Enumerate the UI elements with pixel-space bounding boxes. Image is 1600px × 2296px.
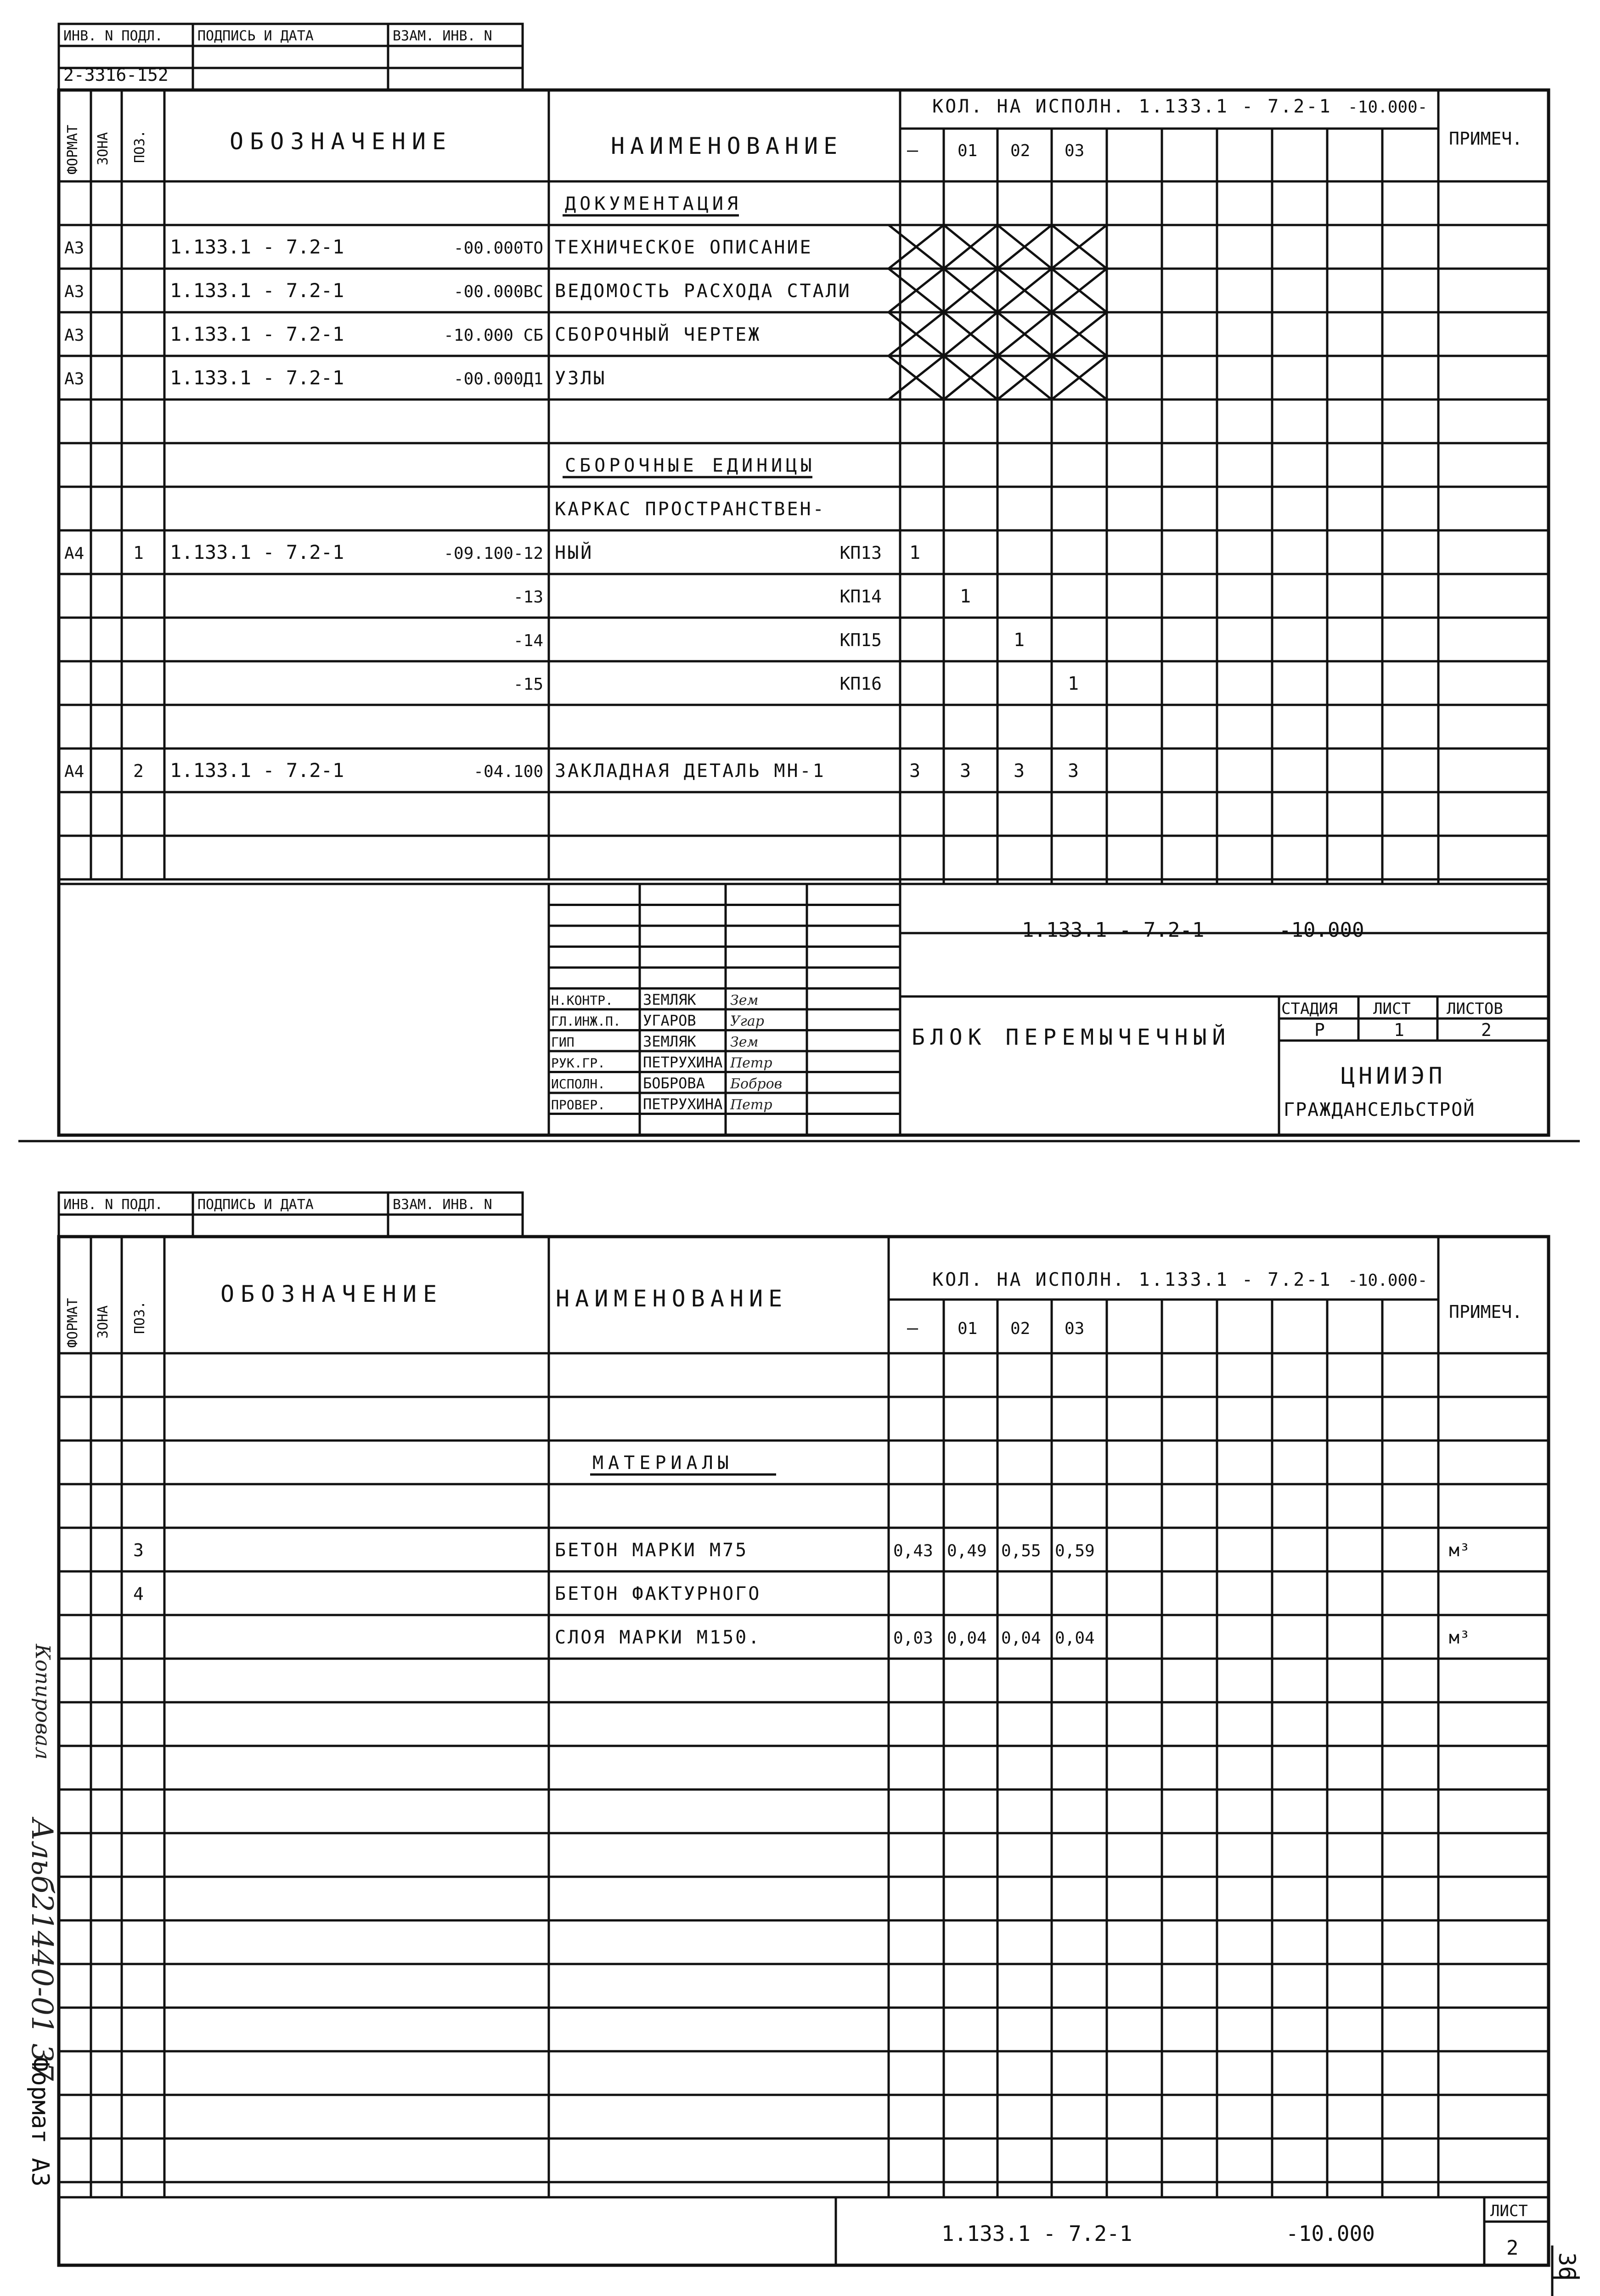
- header-format: ФОРМАТ: [65, 124, 81, 174]
- stamp2-vzam: ВЗАМ. ИНВ. N: [393, 1197, 492, 1213]
- margin-kopiroval: Копировал: [31, 1644, 54, 1760]
- sheet2-frame: [59, 1237, 1549, 2265]
- signer-1-name: УГАРОВ: [643, 1012, 696, 1030]
- header2-kol-suffix: -10.000-: [1348, 1271, 1428, 1290]
- row1-13-qty-2: 3: [1014, 760, 1025, 782]
- title-listov: 2: [1481, 1020, 1492, 1040]
- signer-2-role: ГИП: [551, 1035, 575, 1050]
- row2-4-qty-0: 0,43: [893, 1542, 933, 1560]
- row1-13-format: А4: [64, 762, 85, 781]
- row1-10-obozn-suffix: -14: [513, 631, 543, 650]
- signers-table: [549, 884, 900, 1135]
- header2-ispoln-1: 01: [958, 1319, 978, 1338]
- header2-ispoln-2: 02: [1010, 1319, 1031, 1338]
- signer-3-role: РУК.ГР.: [551, 1055, 606, 1071]
- row2-6-qty-0: 0,03: [893, 1629, 933, 1648]
- row1-0-naim: ДОКУМЕНТАЦИЯ: [565, 193, 742, 214]
- sheet-2: [59, 1193, 1549, 2265]
- signer-5-signature: Петр: [730, 1097, 772, 1113]
- row2-5-poz: 4: [133, 1584, 144, 1604]
- signer-4-name: БОБРОВА: [643, 1075, 705, 1092]
- row1-4-obozn-suffix: -00.000Д1: [453, 370, 543, 388]
- row1-8-obozn: 1.133.1 - 7.2-1: [170, 541, 344, 563]
- header2-kol: КОЛ. НА ИСПОЛН. 1.133.1 - 7.2-1: [932, 1269, 1332, 1290]
- footer-list: 2: [1506, 2236, 1519, 2260]
- signer-5-role: ПРОВЕР.: [551, 1097, 606, 1113]
- row1-9-obozn-suffix: -13: [513, 588, 543, 607]
- header2-oboznachenie: ОБОЗНАЧЕНИЕ: [220, 1281, 444, 1307]
- stamp2-podpis: ПОДПИСЬ И ДАТА: [197, 1197, 314, 1213]
- signer-0-signature: Зем: [730, 992, 759, 1008]
- signer-2-signature: Зем: [730, 1034, 759, 1050]
- row1-13-poz: 2: [133, 761, 144, 781]
- header2-poz: ПОЗ.: [132, 1300, 148, 1334]
- row1-2-naim: ВЕДОМОСТЬ РАСХОДА СТАЛИ: [555, 281, 851, 302]
- row1-11-naim-right: КП16: [839, 674, 882, 694]
- row1-7-naim: КАРКАС ПРОСТРАНСТВЕН-: [555, 499, 826, 520]
- row1-4-naim: УЗЛЫ: [555, 368, 607, 389]
- row1-8-qty-0: 1: [909, 542, 921, 563]
- row1-2-obozn-suffix: -00.000ВС: [453, 282, 543, 301]
- row1-13-obozn: 1.133.1 - 7.2-1: [170, 759, 344, 782]
- header-kol: КОЛ. НА ИСПОЛН. 1.133.1 - 7.2-1: [932, 96, 1332, 117]
- row1-13-qty-0: 3: [909, 760, 921, 782]
- row1-11-qty-3: 1: [1068, 673, 1079, 694]
- row2-6-qty-2: 0,04: [1001, 1629, 1041, 1648]
- row1-6-naim: СБОРОЧНЫЕ ЕДИНИЦЫ: [565, 455, 816, 476]
- row2-4-qty-2: 0,55: [1001, 1542, 1041, 1560]
- row1-3-obozn-suffix: -10.000 СБ: [444, 326, 543, 345]
- row2-6-naim: СЛОЯ МАРКИ М150.: [555, 1627, 761, 1648]
- sheet-1: [59, 24, 1549, 1135]
- title-stadia-label: СТАДИЯ: [1281, 1000, 1338, 1018]
- row1-10-qty-2: 1: [1014, 630, 1025, 651]
- header2-format: ФОРМАТ: [65, 1298, 81, 1348]
- header-kol-suffix: -10.000-: [1348, 98, 1428, 117]
- row1-13-qty-3: 3: [1068, 760, 1079, 782]
- page-number: 36: [1554, 2252, 1580, 2280]
- header-poz: ПОЗ.: [132, 129, 148, 163]
- footer-code: 1.133.1 - 7.2-1: [941, 2221, 1132, 2246]
- header2-naimenovanie: НАИМЕНОВАНИЕ: [556, 1285, 788, 1312]
- header2-zona: ЗОНА: [95, 1305, 111, 1339]
- row2-4-qty-1: 0,49: [947, 1542, 987, 1560]
- signer-0-name: ЗЕМЛЯК: [643, 991, 696, 1008]
- title-listov-label: ЛИСТОВ: [1447, 1000, 1503, 1018]
- title-stadia: Р: [1314, 1020, 1325, 1040]
- title-org-1: ЦНИИЭП: [1341, 1063, 1446, 1089]
- header-ispoln-3: 03: [1065, 141, 1085, 160]
- signer-0-role: Н.КОНТР.: [551, 993, 613, 1008]
- title-list: 1: [1394, 1020, 1404, 1040]
- header2-primech: ПРИМЕЧ.: [1449, 1302, 1523, 1322]
- stamp1-inv-number: 2-3316-152: [63, 65, 169, 85]
- stamp1-podpis: ПОДПИСЬ И ДАТА: [197, 28, 314, 44]
- stamp2-inv-podl: ИНВ. N ПОДЛ.: [63, 1197, 163, 1213]
- row1-4-obozn: 1.133.1 - 7.2-1: [170, 366, 344, 389]
- signer-3-signature: Петр: [730, 1055, 772, 1071]
- row1-1-obozn-suffix: -00.000ТО: [453, 239, 543, 258]
- sheet2-rows: [133, 1452, 1470, 1648]
- row2-6-prim: м³: [1449, 1627, 1470, 1648]
- row1-8-poz: 1: [133, 543, 144, 563]
- margin-format: Формат А3: [26, 2057, 54, 2187]
- signer-2-name: ЗЕМЛЯК: [643, 1033, 696, 1050]
- signer-5-name: ПЕТРУХИНА: [643, 1095, 723, 1113]
- row1-13-qty-1: 3: [960, 760, 971, 782]
- row1-13-naim: ЗАКЛАДНАЯ ДЕТАЛЬ МН-1: [555, 760, 826, 782]
- row2-2-naim: МАТЕРИАЛЫ: [592, 1452, 733, 1474]
- row1-9-qty-1: 1: [960, 586, 971, 607]
- row1-2-format: А3: [64, 282, 85, 301]
- stamp1-vzam: ВЗАМ. ИНВ. N: [393, 28, 492, 44]
- signer-1-role: ГЛ.ИНЖ.П.: [551, 1013, 621, 1029]
- row2-4-poz: 3: [133, 1540, 144, 1560]
- row1-8-obozn-suffix: -09.100-12: [444, 544, 543, 563]
- stamp1-inv-podl: ИНВ. N ПОДЛ.: [63, 28, 163, 44]
- signer-1-signature: Угар: [730, 1013, 764, 1030]
- row1-8-naim-right: КП13: [839, 543, 882, 563]
- signer-4-role: ИСПОЛН.: [551, 1076, 606, 1092]
- row1-1-format: А3: [64, 239, 85, 258]
- row1-8-naim: НЫЙ: [555, 542, 594, 563]
- row2-4-qty-3: 0,59: [1055, 1542, 1095, 1560]
- header2-ispoln-3: 03: [1065, 1319, 1085, 1338]
- title-name: БЛОК ПЕРЕМЫЧЕЧНЫЙ: [912, 1024, 1231, 1050]
- row1-10-naim-right: КП15: [839, 630, 882, 650]
- row1-3-naim: СБОРОЧНЫЙ ЧЕРТЕЖ: [555, 324, 761, 345]
- title-code-suffix: -10.000: [1279, 918, 1364, 942]
- row2-5-naim: БЕТОН ФАКТУРНОГО: [555, 1583, 761, 1604]
- header-primech: ПРИМЕЧ.: [1449, 129, 1523, 149]
- row2-6-qty-3: 0,04: [1055, 1629, 1095, 1648]
- row1-11-obozn-suffix: -15: [513, 675, 543, 694]
- header-zona: ЗОНА: [95, 132, 111, 165]
- title-list-label: ЛИСТ: [1373, 1000, 1411, 1018]
- row2-6-qty-1: 0,04: [947, 1629, 987, 1648]
- header-ispoln-0: —: [907, 140, 918, 161]
- signer-4-signature: Бобров: [730, 1076, 783, 1092]
- row1-1-obozn: 1.133.1 - 7.2-1: [170, 236, 344, 258]
- row1-2-obozn: 1.133.1 - 7.2-1: [170, 279, 344, 302]
- row2-4-naim: БЕТОН МАРКИ М75: [555, 1540, 749, 1561]
- row1-8-format: А4: [64, 544, 85, 563]
- footer-code-suffix: -10.000: [1286, 2221, 1375, 2246]
- header2-ispoln-0: —: [907, 1317, 918, 1339]
- row1-1-naim: ТЕХНИЧЕСКОЕ ОПИСАНИЕ: [555, 237, 813, 258]
- footer-list-label: ЛИСТ: [1490, 2202, 1528, 2220]
- header-ispoln-2: 02: [1010, 141, 1031, 160]
- header-ispoln-1: 01: [958, 141, 978, 160]
- row1-3-format: А3: [64, 326, 85, 345]
- title-org-2: ГРАЖДАНСЕЛЬСТРОЙ: [1284, 1099, 1476, 1120]
- signer-3-name: ПЕТРУХИНА: [643, 1053, 723, 1071]
- row1-3-obozn: 1.133.1 - 7.2-1: [170, 323, 344, 345]
- row1-13-obozn-suffix: -04.100: [473, 762, 543, 781]
- header-oboznachenie: ОБОЗНАЧЕНИЕ: [230, 128, 453, 155]
- margin-album: Альб21440-01 37: [25, 1818, 59, 2081]
- row2-4-prim: м³: [1449, 1540, 1470, 1560]
- sheet2-grid: [59, 1237, 1549, 2197]
- row1-9-naim-right: КП14: [839, 586, 882, 607]
- row1-4-format: А3: [64, 370, 85, 388]
- header-naimenovanie: НАИМЕНОВАНИЕ: [611, 133, 843, 159]
- title-code: 1.133.1 - 7.2-1: [1022, 918, 1205, 942]
